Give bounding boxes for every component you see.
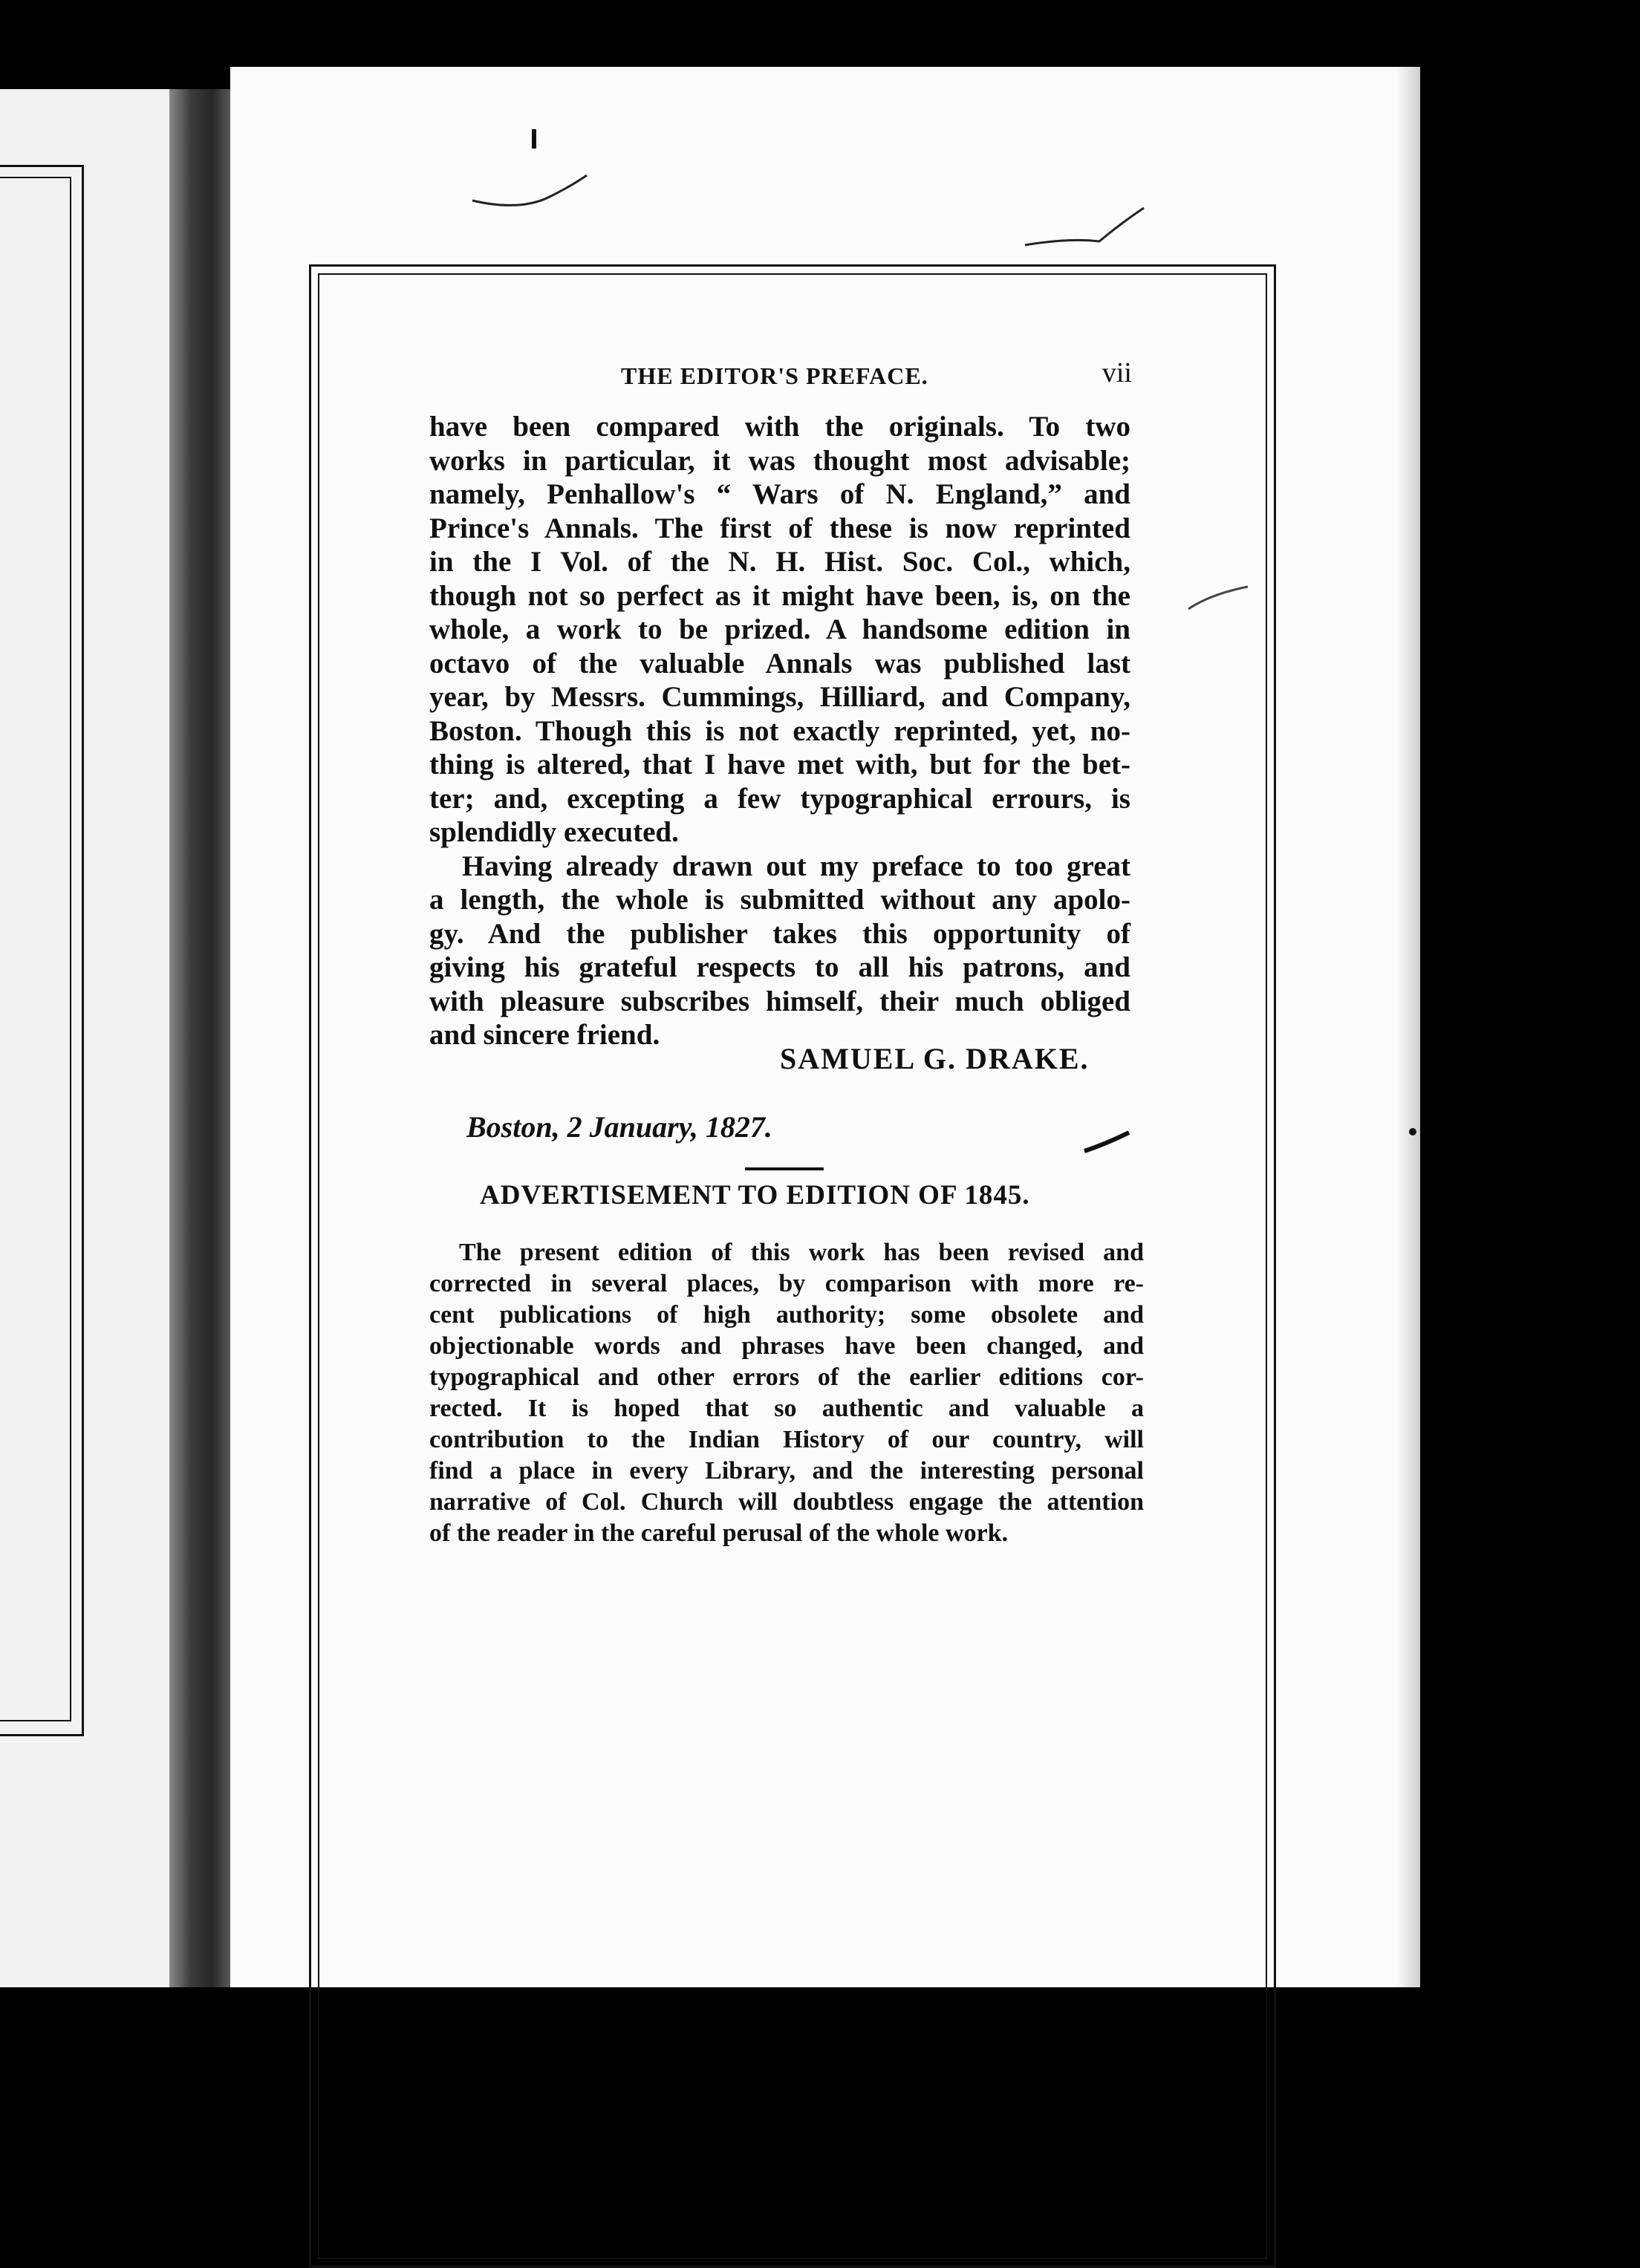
advertisement-text <box>429 1237 1144 1549</box>
text-line: whole, a work to be prized. A handsome edition in <box>429 613 1130 645</box>
text-line: contribution to the Indian History of our country, will <box>429 1426 1144 1453</box>
dateline: Boston, 2 January, 1827. <box>466 1110 772 1144</box>
text-line: in the I Vol. of the N. H. Hist. Soc. Col., which, <box>429 546 1130 578</box>
text-line: though not so perfect as it might have been, is, on the <box>429 579 1130 612</box>
text-line: rected. It is hoped that so authentic and valuable a <box>429 1395 1144 1422</box>
text-line: octavo of the valuable Annals was published last <box>429 647 1130 680</box>
preface-paragraph-2 <box>429 850 1130 1052</box>
text-line: of the reader in the careful perusal of the whole work. <box>429 1519 1009 1547</box>
text-line: gy. And the publisher takes this opportunity of <box>429 917 1130 950</box>
text-line: Boston. Though this is not exactly reprinted, yet, no- <box>429 714 1130 747</box>
running-head <box>422 356 1132 394</box>
text-line: corrected in several places, by comparison with more re- <box>429 1270 1144 1297</box>
signature: SAMUEL G. DRAKE. <box>780 1042 1090 1075</box>
page-number: vii <box>1102 357 1132 388</box>
text-line: typographical and other errors of the earlier editions cor- <box>429 1363 1144 1391</box>
text-line: narrative of Col. Church will doubtless engage the attention <box>429 1488 1144 1516</box>
preface-paragraph-1 <box>429 410 1130 850</box>
advertisement-heading: ADVERTISEMENT TO EDITION OF 1845. <box>480 1180 1030 1210</box>
running-head-title: THE EDITOR'S PREFACE. <box>621 362 928 389</box>
text-line: and sincere friend. <box>429 1019 660 1051</box>
text-line: a length, the whole is submitted without any apolo- <box>429 884 1130 916</box>
text-line: have been compared with the originals. To two <box>429 411 1130 443</box>
text-line: ter; and, excepting a few typographical errours, is <box>429 782 1130 815</box>
section-divider <box>745 1167 824 1170</box>
text-line: The present edition of this work has been revised and <box>459 1239 1144 1266</box>
preface-text <box>429 410 1130 1052</box>
text-line: Having already drawn out my preface to too great <box>462 850 1130 882</box>
text-line: thing is altered, that I have met with, but for the bet- <box>429 749 1130 781</box>
text-line: Prince's Annals. The first of these is now reprinted <box>429 512 1130 544</box>
text-line: with pleasure subscribes himself, their much obliged <box>429 985 1130 1017</box>
text-line: objectionable words and phrases have been changed, and <box>429 1332 1144 1360</box>
text-line: works in particular, it was thought most advisable; <box>429 444 1130 477</box>
text-line: find a place in every Library, and the interesting personal <box>429 1457 1144 1485</box>
text-line: year, by Messrs. Cummings, Hilliard, and Company, <box>429 681 1130 713</box>
text-line: namely, Penhallow's “ Wars of N. England,” and <box>429 478 1130 510</box>
text-line: splendidly executed. <box>429 816 679 848</box>
text-line: cent publications of high authority; some obsolete and <box>429 1301 1144 1329</box>
text-line: giving his grateful respects to all his patrons, and <box>429 951 1130 983</box>
